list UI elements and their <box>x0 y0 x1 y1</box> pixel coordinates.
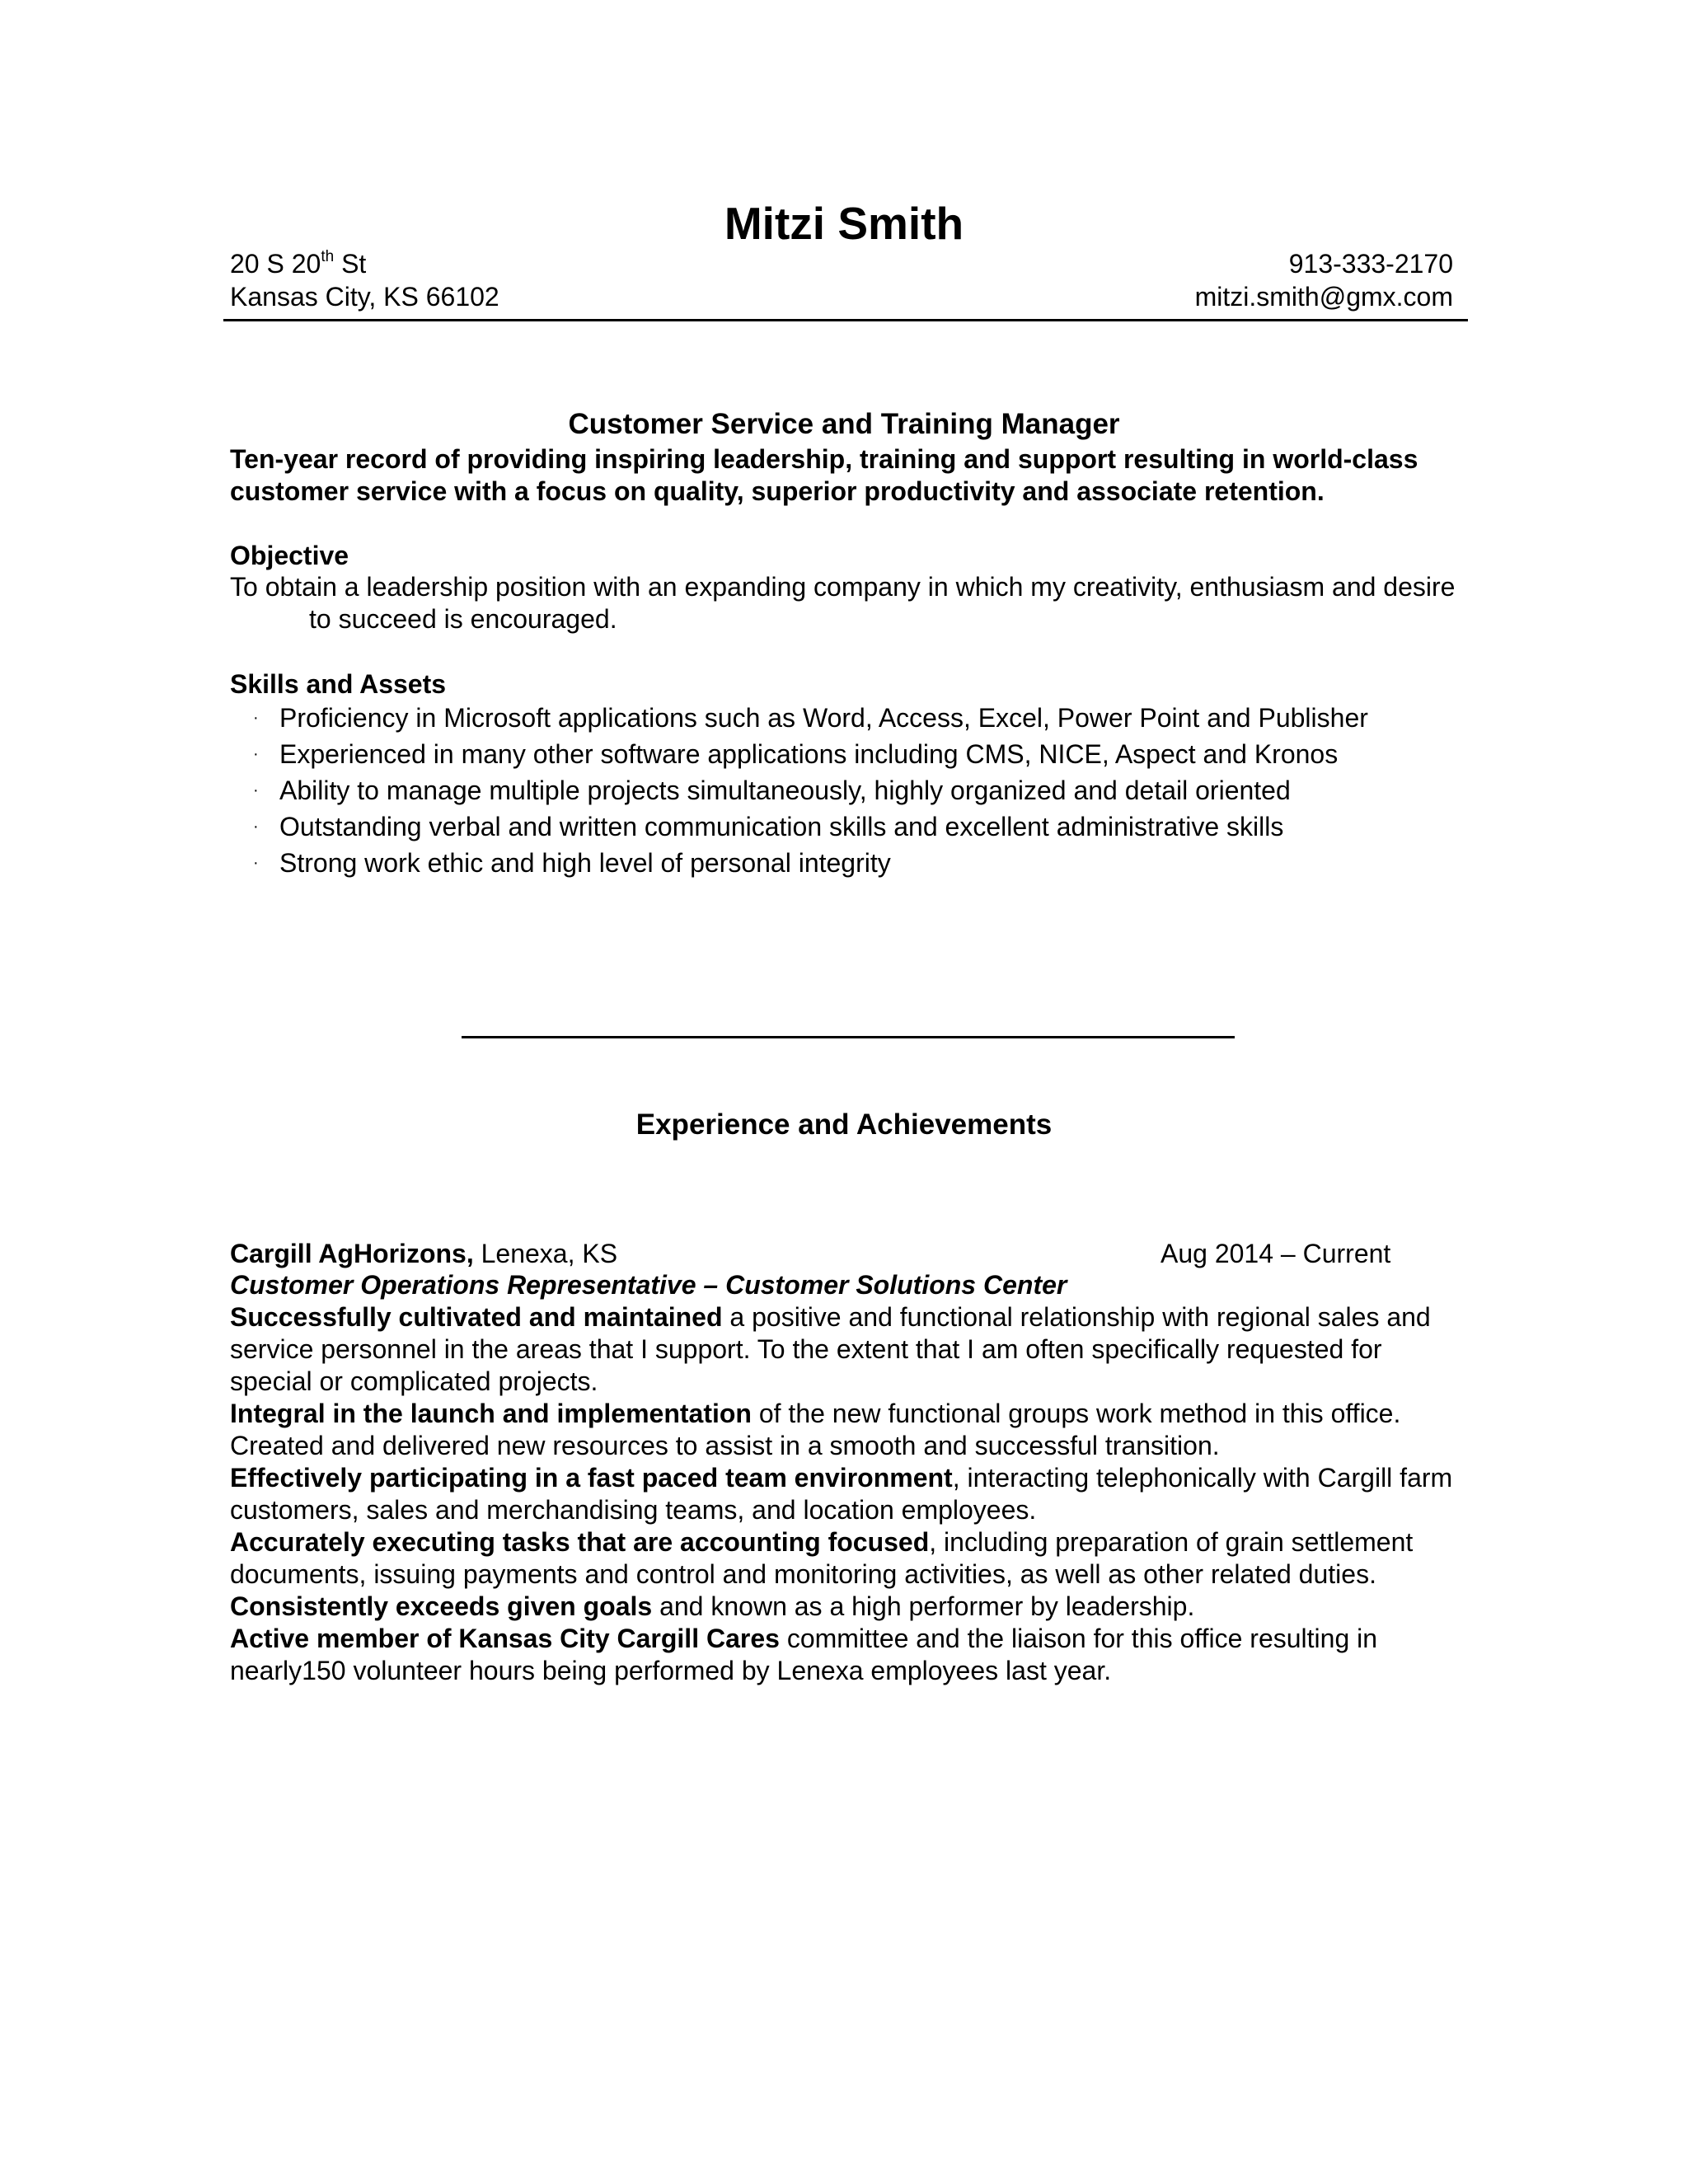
address-street-number: 20 S 20 <box>230 249 321 279</box>
achievement-detail: and known as a high performer by leadership. <box>652 1591 1195 1621</box>
header-divider <box>223 319 1468 321</box>
skill-text: Ability to manage multiple projects simultaneously, highly organized and detail oriented <box>279 776 1291 805</box>
achievement-item <box>230 1462 1466 1526</box>
achievement-highlight: Accurately executing tasks that are accounting focused <box>230 1527 930 1557</box>
skill-text: Experienced in many other software applications including CMS, NICE, Aspect and Kronos <box>279 739 1339 769</box>
candidate-name: Mitzi Smith <box>724 198 964 249</box>
achievement-highlight: Integral in the launch and implementation <box>230 1399 752 1428</box>
skills-heading: Skills and Assets <box>230 669 447 699</box>
achievement-item <box>230 1623 1466 1687</box>
address-line-2: Kansas City, KS 66102 <box>230 282 499 312</box>
headline-title: Customer Service and Training Manager <box>568 408 1120 440</box>
achievement-highlight: Active member of Kansas City Cargill Cares <box>230 1624 780 1653</box>
objective-heading: Objective <box>230 541 349 570</box>
job-title: Customer Operations Representative – Customer Solutions Center <box>230 1270 1067 1300</box>
bullet-icon: · <box>253 745 259 763</box>
achievement-highlight: Successfully cultivated and maintained <box>230 1302 723 1332</box>
employer-name: Cargill AgHorizons, <box>230 1239 474 1268</box>
bullet-icon: · <box>253 709 259 727</box>
achievement-detail: , interacting telephonically with Cargill farm customers, sales and merchandising teams, and location employees. <box>230 1463 1453 1525</box>
address-street-suffix: St <box>334 249 367 279</box>
achievement-item <box>230 1398 1466 1462</box>
skill-text: Proficiency in Microsoft applications such as Word, Access, Excel, Power Point and Publisher <box>279 703 1368 733</box>
address-line-1 <box>230 247 366 280</box>
skill-text: Strong work ethic and high level of personal integrity <box>279 848 891 878</box>
skills-list <box>230 700 1368 881</box>
section-divider <box>462 1036 1235 1038</box>
job-dates: Aug 2014 – Current <box>1160 1239 1391 1268</box>
list-item <box>230 700 1368 736</box>
achievement-detail: of the new functional groups work method in this office. Created and delivered new resources to assist in a smooth and successful transition. <box>230 1399 1401 1460</box>
address-ordinal-suffix: th <box>321 248 335 265</box>
achievement-detail: , including preparation of grain settlement documents, issuing payments and control and monitoring activities, as well as other related duties. <box>230 1527 1414 1589</box>
list-item <box>230 808 1368 845</box>
list-item <box>230 845 1368 881</box>
achievements-list <box>230 1301 1466 1687</box>
bullet-icon: · <box>253 854 259 872</box>
achievement-item <box>230 1301 1466 1398</box>
skill-text: Outstanding verbal and written communication skills and excellent administrative skills <box>279 812 1284 841</box>
achievement-detail: committee and the liaison for this office resulting in nearly150 volunteer hours being performed by Lenexa employees last year. <box>230 1624 1378 1685</box>
achievement-item <box>230 1591 1466 1623</box>
experience-heading: Experience and Achievements <box>635 1108 1053 1141</box>
achievement-item <box>230 1526 1466 1591</box>
bullet-icon: · <box>253 818 259 836</box>
list-item <box>230 736 1368 772</box>
achievement-highlight: Consistently exceeds given goals <box>230 1591 653 1621</box>
list-item <box>230 772 1368 808</box>
headline-summary: Ten-year record of providing inspiring leadership, training and support resulting in world-class customer service with a focus on quality, superior productivity and associate retention. <box>230 444 1418 506</box>
phone-number: 913-333-2170 <box>1288 249 1453 279</box>
objective-text: To obtain a leadership position with an expanding company in which my creativity, enthusiasm and desire to succeed is encouraged. <box>230 572 1456 634</box>
email-address: mitzi.smith@gmx.com <box>1194 282 1453 312</box>
achievement-highlight: Effectively participating in a fast paced team environment <box>230 1463 953 1493</box>
job-employer-line <box>230 1238 617 1270</box>
achievement-detail: a positive and functional relationship with regional sales and service personnel in the areas that I support. To the extent that I am often specifically requested for special or complicated projects. <box>230 1302 1431 1396</box>
employer-location: Lenexa, KS <box>473 1239 618 1268</box>
bullet-icon: · <box>253 781 259 799</box>
